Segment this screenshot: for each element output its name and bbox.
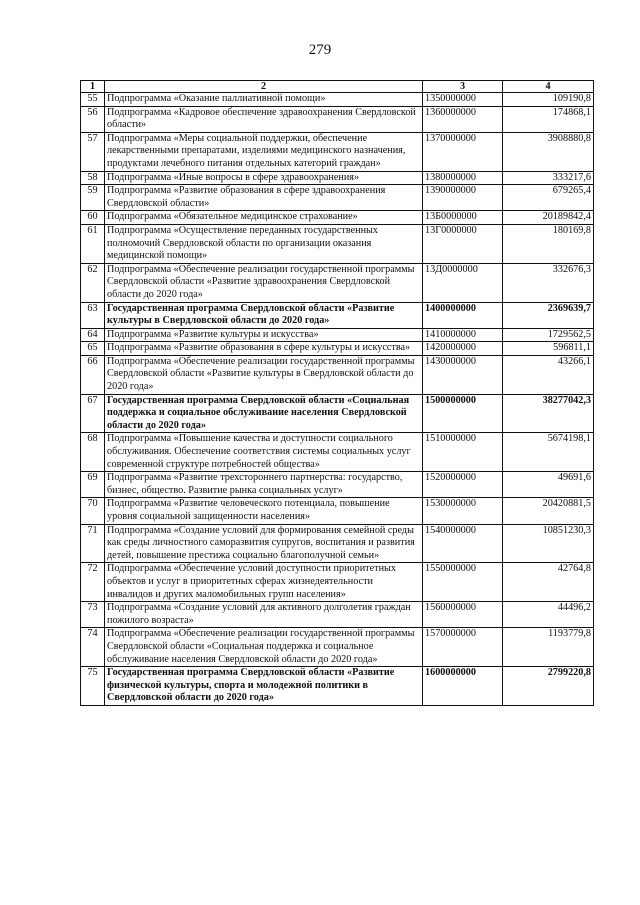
column-header-4: 4 xyxy=(503,81,594,93)
column-header-2: 2 xyxy=(105,81,423,93)
program-name-cell: Государственная программа Свердловской области «Развитие культуры в Свердловской области до 2020 года» xyxy=(105,302,423,328)
table-row xyxy=(81,355,594,394)
program-name-cell: Подпрограмма «Меры социальной поддержки, обеспечение лекарственными препаратами, изделиями медицинского назначения, продуктами лечебного питания отдельных категорий граждан» xyxy=(105,132,423,171)
row-number-cell: 73 xyxy=(81,602,105,628)
amount-cell: 3908880,8 xyxy=(503,132,594,171)
row-number-cell: 75 xyxy=(81,667,105,706)
row-number-cell: 56 xyxy=(81,106,105,132)
target-code-cell: 1410000000 xyxy=(423,328,503,342)
table-row xyxy=(81,263,594,302)
target-code-cell: 1530000000 xyxy=(423,498,503,524)
target-code-cell: 13Г0000000 xyxy=(423,224,503,263)
amount-cell: 38277042,3 xyxy=(503,394,594,433)
amount-cell: 1729562,5 xyxy=(503,328,594,342)
row-number-cell: 61 xyxy=(81,224,105,263)
table-row xyxy=(81,602,594,628)
row-number-cell: 63 xyxy=(81,302,105,328)
row-number-cell: 65 xyxy=(81,342,105,356)
target-code-cell: 1380000000 xyxy=(423,171,503,185)
table-body xyxy=(81,93,594,706)
table-row xyxy=(81,394,594,433)
row-number-cell: 74 xyxy=(81,628,105,667)
target-code-cell: 1570000000 xyxy=(423,628,503,667)
program-name-cell: Подпрограмма «Обеспечение реализации государственной программы Свердловской области «Развитие здравоохранения Свердловской области до 2020 года» xyxy=(105,263,423,302)
page-number: 279 xyxy=(308,42,332,58)
table-row xyxy=(81,302,594,328)
row-number-cell: 70 xyxy=(81,498,105,524)
table-row xyxy=(81,628,594,667)
program-name-cell: Подпрограмма «Развитие человеческого потенциала, повышение уровня социальной защищенности населения» xyxy=(105,498,423,524)
column-header-1: 1 xyxy=(81,81,105,93)
program-name-cell: Подпрограмма «Повышение качества и доступности социального обслуживания. Обеспечение соответствия системы социальных услуг современной структуре потребностей общества» xyxy=(105,433,423,472)
table-row xyxy=(81,211,594,225)
table-row xyxy=(81,224,594,263)
row-number-cell: 72 xyxy=(81,563,105,602)
table-row xyxy=(81,93,594,107)
row-number-cell: 68 xyxy=(81,433,105,472)
amount-cell: 174868,1 xyxy=(503,106,594,132)
program-name-cell: Подпрограмма «Обеспечение реализации государственной программы Свердловской области «Социальная поддержка и социальное обслуживание населения Свердловской области до 2020 года» xyxy=(105,628,423,667)
program-name-cell: Подпрограмма «Осуществление переданных государственных полномочий Свердловской области по организации оказания медицинской помощи» xyxy=(105,224,423,263)
column-header-3: 3 xyxy=(423,81,503,93)
amount-cell: 49691,6 xyxy=(503,472,594,498)
row-number-cell: 66 xyxy=(81,355,105,394)
row-number-cell: 58 xyxy=(81,171,105,185)
amount-cell: 43266,1 xyxy=(503,355,594,394)
target-code-cell: 1550000000 xyxy=(423,563,503,602)
table-row xyxy=(81,132,594,171)
amount-cell: 44496,2 xyxy=(503,602,594,628)
row-number-cell: 69 xyxy=(81,472,105,498)
target-code-cell: 1520000000 xyxy=(423,472,503,498)
row-number-cell: 62 xyxy=(81,263,105,302)
target-code-cell: 1560000000 xyxy=(423,602,503,628)
program-name-cell: Подпрограмма «Кадровое обеспечение здравоохранения Свердловской области» xyxy=(105,106,423,132)
row-number-cell: 59 xyxy=(81,185,105,211)
amount-cell: 180169,8 xyxy=(503,224,594,263)
row-number-cell: 55 xyxy=(81,93,105,107)
program-name-cell: Подпрограмма «Развитие культуры и искусства» xyxy=(105,328,423,342)
program-name-cell: Подпрограмма «Развитие образования в сфере здравоохранения Свердловской области» xyxy=(105,185,423,211)
target-code-cell: 1600000000 xyxy=(423,667,503,706)
table-row xyxy=(81,667,594,706)
table-row xyxy=(81,106,594,132)
target-code-cell: 1370000000 xyxy=(423,132,503,171)
row-number-cell: 64 xyxy=(81,328,105,342)
amount-cell: 2799220,8 xyxy=(503,667,594,706)
target-code-cell: 1540000000 xyxy=(423,524,503,563)
amount-cell: 333217,6 xyxy=(503,171,594,185)
row-number-cell: 57 xyxy=(81,132,105,171)
amount-cell: 5674198,1 xyxy=(503,433,594,472)
amount-cell: 10851230,3 xyxy=(503,524,594,563)
target-code-cell: 1500000000 xyxy=(423,394,503,433)
target-code-cell: 1420000000 xyxy=(423,342,503,356)
table-row xyxy=(81,342,594,356)
program-name-cell: Подпрограмма «Обеспечение условий доступности приоритетных объектов и услуг в приоритетных сферах жизнедеятельности инвалидов и других маломобильных групп населения» xyxy=(105,563,423,602)
program-name-cell: Государственная программа Свердловской области «Социальная поддержка и социальное обслуживание населения Свердловской области до 2020 года» xyxy=(105,394,423,433)
row-number-cell: 71 xyxy=(81,524,105,563)
table-row xyxy=(81,433,594,472)
target-code-cell: 13Д0000000 xyxy=(423,263,503,302)
table-header-row xyxy=(81,81,594,93)
table-row xyxy=(81,185,594,211)
program-name-cell: Подпрограмма «Обеспечение реализации государственной программы Свердловской области «Развитие культуры в Свердловской области до 2020 года» xyxy=(105,355,423,394)
table-row xyxy=(81,328,594,342)
amount-cell: 42764,8 xyxy=(503,563,594,602)
table-row xyxy=(81,498,594,524)
amount-cell: 1193779,8 xyxy=(503,628,594,667)
amount-cell: 2369639,7 xyxy=(503,302,594,328)
amount-cell: 20420881,5 xyxy=(503,498,594,524)
target-code-cell: 1400000000 xyxy=(423,302,503,328)
program-name-cell: Подпрограмма «Развитие трехстороннего партнерства: государство, бизнес, общество. Развитие рынка социальных услуг» xyxy=(105,472,423,498)
amount-cell: 679265,4 xyxy=(503,185,594,211)
program-name-cell: Подпрограмма «Развитие образования в сфере культуры и искусства» xyxy=(105,342,423,356)
row-number-cell: 67 xyxy=(81,394,105,433)
target-code-cell: 1390000000 xyxy=(423,185,503,211)
target-code-cell: 1510000000 xyxy=(423,433,503,472)
table-row xyxy=(81,171,594,185)
program-name-cell: Подпрограмма «Создание условий для формирования семейной среды как среды личностного саморазвития супругов, воспитания и развития детей, повышение престижа социально благополучной семьи» xyxy=(105,524,423,563)
amount-cell: 20189842,4 xyxy=(503,211,594,225)
row-number-cell: 60 xyxy=(81,211,105,225)
table-row xyxy=(81,524,594,563)
target-code-cell: 1360000000 xyxy=(423,106,503,132)
table-row xyxy=(81,563,594,602)
program-name-cell: Государственная программа Свердловской области «Развитие физической культуры, спорта и молодежной политики в Свердловской области до 2020 года» xyxy=(105,667,423,706)
amount-cell: 596811,1 xyxy=(503,342,594,356)
program-name-cell: Подпрограмма «Создание условий для активного долголетия граждан пожилого возраста» xyxy=(105,602,423,628)
target-code-cell: 1350000000 xyxy=(423,93,503,107)
table-row xyxy=(81,472,594,498)
amount-cell: 332676,3 xyxy=(503,263,594,302)
target-code-cell: 1430000000 xyxy=(423,355,503,394)
target-code-cell: 13Б0000000 xyxy=(423,211,503,225)
program-name-cell: Подпрограмма «Оказание паллиативной помощи» xyxy=(105,93,423,107)
amount-cell: 109190,8 xyxy=(503,93,594,107)
program-name-cell: Подпрограмма «Обязательное медицинское страхование» xyxy=(105,211,423,225)
program-name-cell: Подпрограмма «Иные вопросы в сфере здравоохранения» xyxy=(105,171,423,185)
budget-table xyxy=(80,80,594,706)
